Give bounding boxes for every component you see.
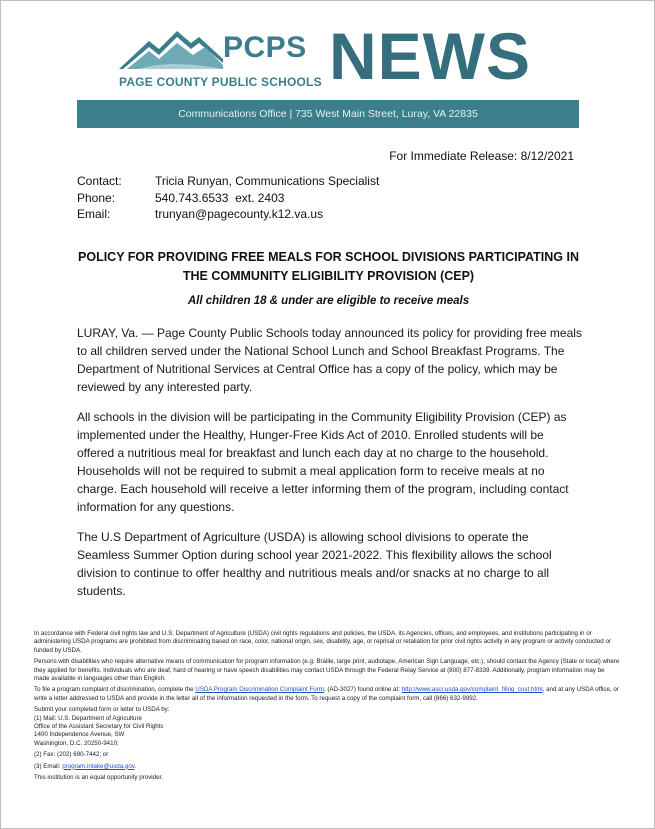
headline-line-1: POLICY FOR PROVIDING FREE MEALS FOR SCHOOL DIVISIONS PARTICIPATING IN xyxy=(78,250,579,264)
phone-value: 540.743.6533 ext. 2403 xyxy=(155,190,285,205)
article-body xyxy=(77,324,582,612)
mail-address-block xyxy=(34,706,620,748)
email-value: trunyan@pagecounty.k12.va.us xyxy=(155,207,324,221)
fax-line: (2) Fax: (202) 690-7442; or xyxy=(34,751,109,759)
mountain-logo-icon xyxy=(119,29,223,71)
pcps-logo xyxy=(119,23,322,95)
phone-row xyxy=(77,190,379,207)
mail-line: (1) Mail: U.S. Department of Agriculture xyxy=(34,714,142,722)
mail-line: Office of the Assistant Secretary for Civil Rights xyxy=(34,723,164,731)
contact-label: Contact: xyxy=(77,174,122,188)
nondiscrimination-statement xyxy=(34,630,620,786)
complaint-text: To file a program complaint of discrimination, complete the xyxy=(34,686,196,694)
equal-opportunity-line: This institution is an equal opportunity provider. xyxy=(34,774,163,782)
mail-line: Washington, D.C. 20250-9410; xyxy=(34,739,119,747)
mail-line: 1400 Independence Avenue, SW xyxy=(34,731,125,739)
release-date: For Immediate Release: 8/12/2021 xyxy=(389,149,574,163)
body-paragraph: All schools in the division will be participating in the Community Eligibility Provision (CEP) as implemented under the Healthy, Hunger-Free Kids Act of 2010. Enrolled students will be offered a nutritious meal for breakfast and lunch each day at no charge to the household. Households will not be required to submit a meal application form to receive meals at no charge. Each household will receive a letter informing them of the program, including contact information for any questions. xyxy=(77,410,569,514)
address-bar: Communications Office | 735 West Main Street, Luray, VA 22835 xyxy=(77,100,579,128)
contact-row xyxy=(77,173,379,190)
complaint-text: , and at any USDA office, or write a letter addressed to USDA and provide in the letter all of the information requested in the form. To request a copy of the complaint form, call (866) 632-9992. xyxy=(34,686,619,702)
usda-email-link[interactable]: program.intake@usda.gov xyxy=(62,762,135,770)
contact-block xyxy=(77,173,379,223)
subheadline: All children 18 & under are eligible to receive meals xyxy=(187,295,470,307)
email-line xyxy=(34,763,620,771)
body-paragraph: LURAY, Va. — Page County Public Schools today announced its policy for providing free meals to all children served under the National School Lunch and School Breakfast Programs. The Department of Nutritional Services at Central Office has a copy of the policy, which may be reviewed by any interested party. xyxy=(77,326,582,394)
complaint-url-link[interactable]: http://www.ascr.usda.gov/complaint_filing_cust.html xyxy=(401,686,543,694)
email-prefix: (3) Email: xyxy=(34,762,63,770)
headline-line-2: THE COMMUNITY ELIGIBILITY PROVISION (CEP) xyxy=(182,269,475,283)
fine-print-paragraph: In accordance with Federal civil rights law and U.S. Department of Agriculture (USDA) civil rights regulations and policies, the USDA, its Agencies, offices, and employees, and institutions participating in or administering USDA programs are prohibited from discriminating based on race, color, national origin, sex, disability, age, or reprisal or retaliation for prior civil rights activity in any program or activity conducted or funded by USDA. xyxy=(34,630,611,654)
body-paragraph: The U.S Department of Agriculture (USDA) is allowing school divisions to operate the Seamless Summer Option during school year 2021-2022. This flexibility allows the school division to continue to offer healthy and nutritious meals and/or snacks at no charge to all students. xyxy=(77,530,552,598)
complaint-form-link[interactable]: USDA Program Discrimination Complaint Form xyxy=(195,686,324,694)
email-row xyxy=(77,206,379,223)
logo-text: PCPS xyxy=(223,31,307,64)
headline xyxy=(61,248,596,286)
news-title: NEWS xyxy=(329,19,531,93)
email-label: Email: xyxy=(77,207,111,221)
phone-label: Phone: xyxy=(77,190,116,205)
mail-line: Submit your completed form or letter to USDA by: xyxy=(34,706,170,714)
email-suffix: . xyxy=(134,762,137,770)
complaint-text: , (AD-3027) found online at: xyxy=(323,686,402,694)
logo-subtitle: PAGE COUNTY PUBLIC SCHOOLS xyxy=(119,75,322,89)
fine-print-paragraph: Persons with disabilities who require alternative means of communication for program information (e.g. Braille, large print, audiotape, American Sign Language, etc.), should contact the Agency (State or local) where they applied for benefits. Individuals who are deaf, hard of hearing or have speech disabilities may contact USDA through the Federal Relay Service at (800) 877-8339. Additionally, program information may be made available in languages other than English. xyxy=(34,658,620,683)
complaint-paragraph xyxy=(34,686,620,703)
contact-value: Tricia Runyan, Communications Specialist xyxy=(155,174,380,188)
